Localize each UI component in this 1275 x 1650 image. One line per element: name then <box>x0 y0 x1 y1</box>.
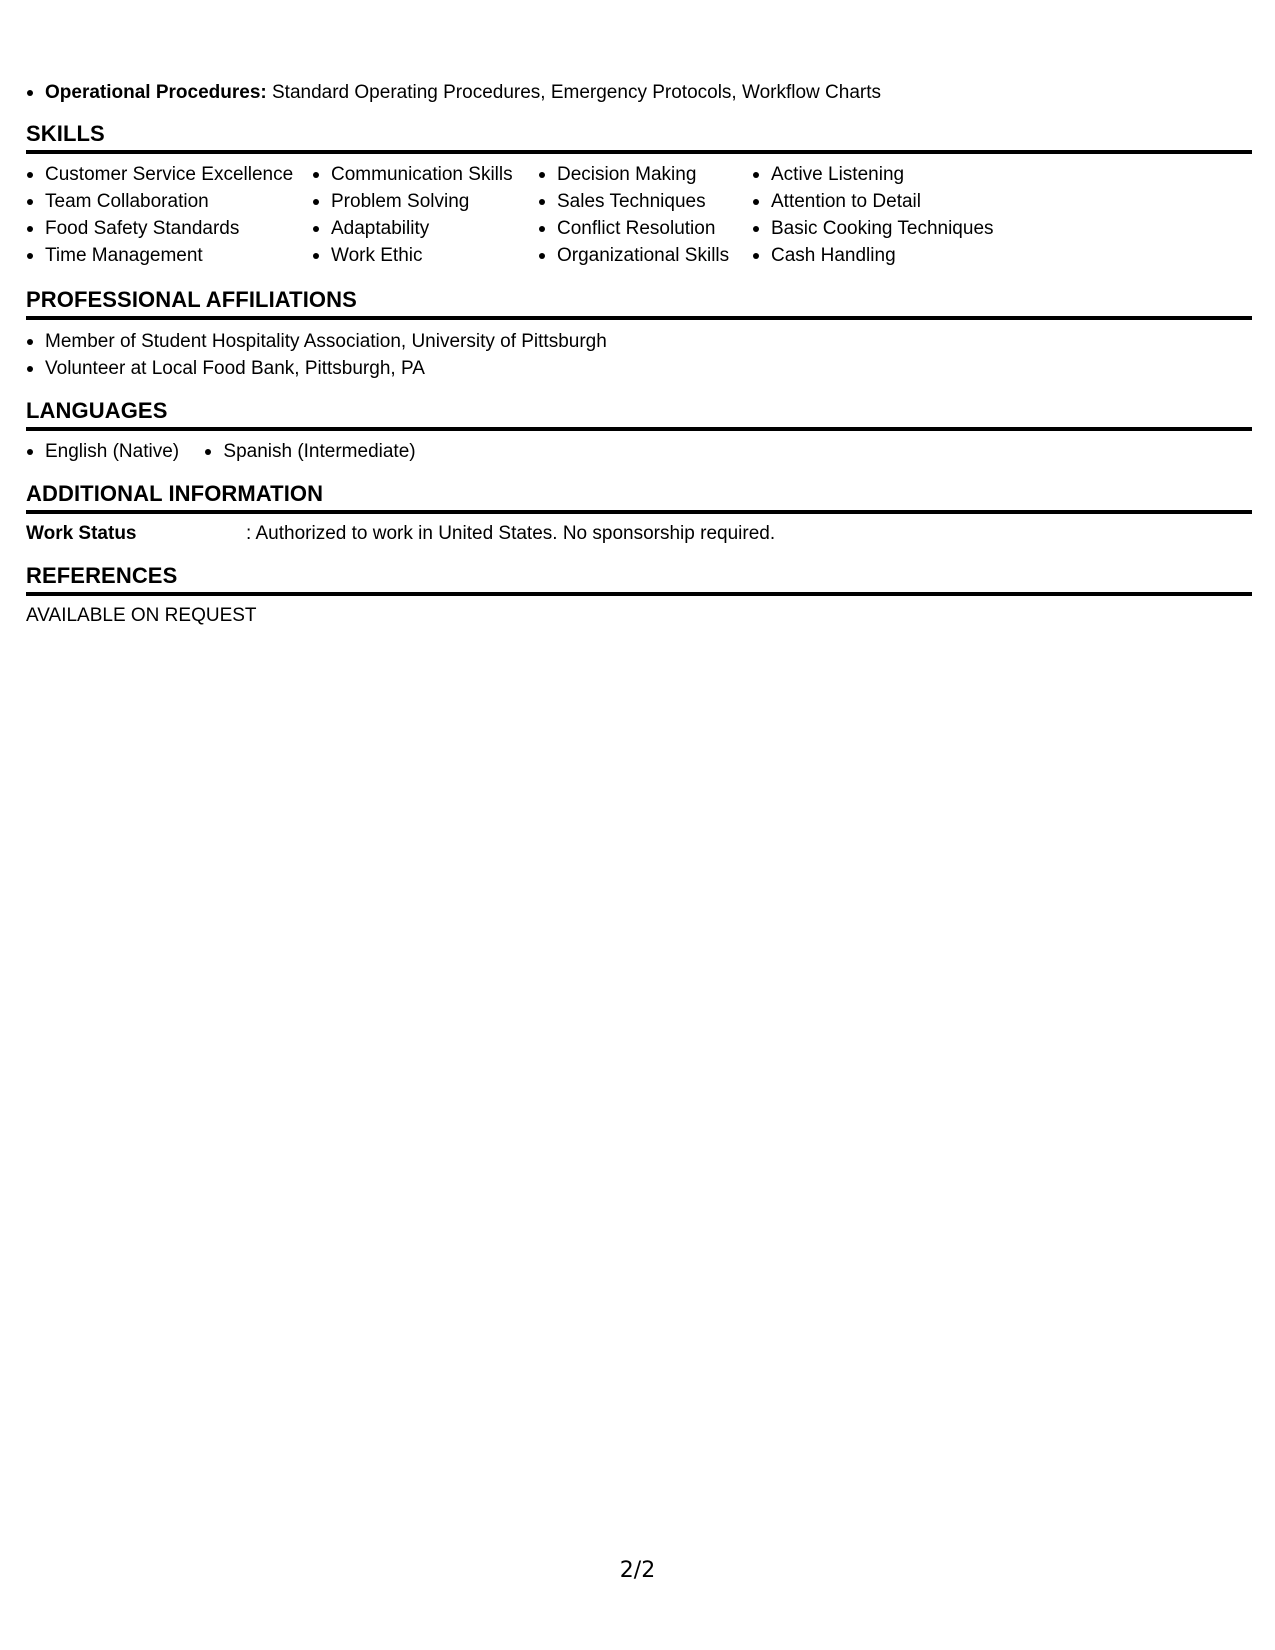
skill-item: Cash Handling <box>752 242 994 269</box>
operational-procedures-list <box>26 79 881 106</box>
affiliations-heading: PROFESSIONAL AFFILIATIONS <box>26 287 357 312</box>
skills-column-2 <box>312 161 513 269</box>
skill-item: Adaptability <box>312 215 513 242</box>
skills-divider <box>26 150 1252 154</box>
references-text: AVAILABLE ON REQUEST <box>26 605 257 626</box>
language-item: Spanish (Intermediate) <box>204 438 415 465</box>
language-item: English (Native) <box>26 438 179 465</box>
additional-info-divider <box>26 510 1252 514</box>
affiliation-item: Member of Student Hospitality Association, University of Pittsburgh <box>26 328 607 355</box>
skill-item: Organizational Skills <box>538 242 729 269</box>
languages-list <box>26 438 436 465</box>
skill-item: Conflict Resolution <box>538 215 729 242</box>
skill-item: Decision Making <box>538 161 729 188</box>
work-status-value: : Authorized to work in United States. No sponsorship required. <box>246 523 776 544</box>
skill-item: Basic Cooking Techniques <box>752 215 994 242</box>
skill-item: Customer Service Excellence <box>26 161 293 188</box>
references-heading: REFERENCES <box>26 563 178 588</box>
page-number: 2/2 <box>619 1558 656 1583</box>
operational-procedures-label: Operational Procedures: <box>45 82 267 103</box>
affiliation-item: Volunteer at Local Food Bank, Pittsburgh, PA <box>26 355 607 382</box>
skill-item: Attention to Detail <box>752 188 994 215</box>
languages-divider <box>26 427 1252 431</box>
operational-procedures-item <box>26 79 881 106</box>
languages-heading: LANGUAGES <box>26 398 168 423</box>
skills-column-3 <box>538 161 729 269</box>
affiliations-divider <box>26 316 1252 320</box>
additional-info-heading: ADDITIONAL INFORMATION <box>26 481 324 506</box>
skill-item: Problem Solving <box>312 188 513 215</box>
skill-item: Team Collaboration <box>26 188 293 215</box>
work-status-label: Work Status <box>26 523 137 544</box>
affiliations-list <box>26 328 607 382</box>
references-divider <box>26 592 1252 596</box>
skills-column-1 <box>26 161 293 269</box>
skills-column-4 <box>752 161 994 269</box>
skill-item: Communication Skills <box>312 161 513 188</box>
skill-item: Work Ethic <box>312 242 513 269</box>
skills-heading: SKILLS <box>26 121 105 146</box>
skill-item: Food Safety Standards <box>26 215 293 242</box>
operational-procedures-text: Standard Operating Procedures, Emergency Protocols, Workflow Charts <box>266 82 881 103</box>
skill-item: Active Listening <box>752 161 994 188</box>
skill-item: Sales Techniques <box>538 188 729 215</box>
skill-item: Time Management <box>26 242 293 269</box>
